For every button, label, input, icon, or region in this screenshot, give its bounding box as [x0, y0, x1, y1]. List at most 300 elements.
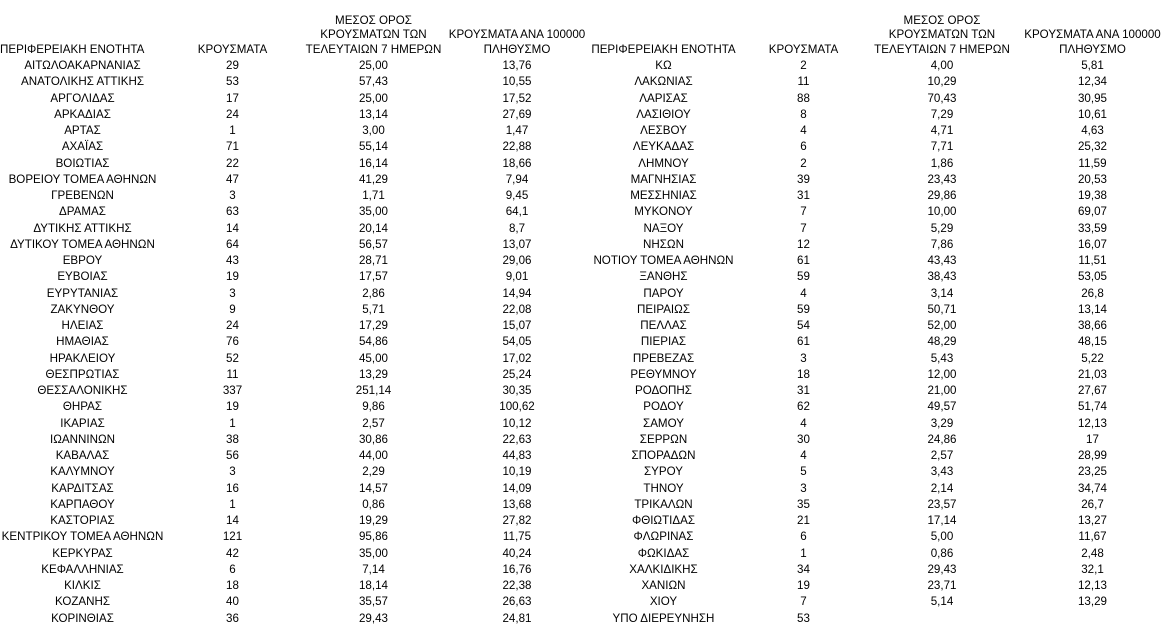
cell-right-cases: 62 [797, 400, 810, 414]
cell-right-per100k: 13,14 [1077, 302, 1107, 316]
cell-right-avg7: 2,14 [930, 481, 954, 495]
cell-left-region: ΖΑΚΥΝΘΟΥ [50, 302, 115, 316]
cell-left-cases: 3 [229, 465, 236, 479]
header-per100k-line1: ΚΡΟΥΣΜΑΤΑ ΑΝΑ 100000 [1024, 28, 1161, 41]
cell-left-per100k: 22,88 [502, 140, 532, 154]
header-avg-line3: ΤΕΛΕΥΤΑΙΩΝ 7 ΗΜΕΡΩΝ [305, 42, 442, 56]
cell-right-per100k: 5,22 [1081, 351, 1104, 365]
cell-right-cases: 6 [800, 140, 807, 154]
cell-right-per100k: 51,74 [1077, 400, 1107, 414]
cell-left-avg7: 44,00 [358, 449, 388, 462]
cell-right-region: ΦΘΙΩΤΙΔΑΣ [631, 514, 696, 527]
cell-right-per100k: 11,59 [1078, 156, 1107, 170]
cell-left-avg7: 3,00 [362, 124, 385, 137]
header-per100k-left [447, 0, 587, 58]
cell-left-avg7: 2,86 [362, 286, 385, 300]
cell-right-avg7: 2,57 [930, 449, 954, 462]
cell-right-region: ΛΕΥΚΑΔΑΣ [632, 140, 695, 154]
cell-left-cases: 22 [226, 156, 239, 170]
cell-right-avg7: 23,43 [927, 172, 957, 186]
cell-right-region: ΡΟΔΟΠΗΣ [635, 384, 692, 397]
cell-left-region: ΕΥΡΥΤΑΝΙΑΣ [46, 286, 119, 300]
cell-left-per100k: 11,75 [502, 530, 532, 544]
header-avg-line3: ΤΕΛΕΥΤΑΙΩΝ 7 ΗΜΕΡΩΝ [874, 42, 1010, 56]
header-region-right: ΠΕΡΙΦΕΡΕΙΑΚΗ ΕΝΟΤΗΤΑ [591, 42, 736, 56]
cell-left-cases: 40 [226, 595, 239, 609]
table-row [0, 367, 1168, 383]
cell-right-avg7: 3,43 [930, 465, 954, 479]
cell-left-avg7: 54,86 [358, 335, 388, 349]
cell-left-cases: 24 [226, 319, 239, 332]
table-row [0, 139, 1168, 155]
cell-left-cases: 11 [226, 367, 239, 381]
cell-right-region: ΝΟΤΙΟΥ ΤΟΜΕΑ ΑΘΗΝΩΝ [593, 254, 734, 267]
cell-left-region: ΚΟΡΙΝΘΙΑΣ [51, 611, 114, 625]
cell-left-cases: 47 [226, 172, 239, 186]
cell-right-avg7: 7,29 [930, 107, 954, 121]
cell-left-region: ΑΡΤΑΣ [64, 124, 101, 137]
cell-right-per100k: 16,07 [1077, 237, 1107, 251]
cell-right-per100k: 30,95 [1077, 91, 1107, 105]
cell-left-per100k: 100,62 [499, 400, 535, 414]
table-row [0, 529, 1168, 545]
cell-right-per100k: 26,7 [1081, 497, 1104, 511]
cell-right-avg7: 49,57 [927, 400, 957, 414]
cell-left-cases: 17 [226, 91, 239, 105]
cell-right-avg7: 4,00 [930, 59, 954, 72]
cell-right-cases: 1 [800, 546, 807, 560]
cell-right-avg7: 5,00 [930, 530, 954, 544]
cell-right-cases: 4 [800, 449, 807, 462]
table-row [0, 204, 1168, 220]
cell-right-region: ΛΑΚΩΝΙΑΣ [634, 75, 693, 89]
cell-left-avg7: 29,43 [358, 611, 388, 625]
cell-left-avg7: 35,00 [358, 205, 388, 219]
cell-right-region: ΠΕΙΡΑΙΩΣ [637, 302, 690, 316]
cell-right-region: ΛΗΜΝΟΥ [638, 156, 689, 170]
cell-left-cases: 14 [226, 514, 239, 527]
table-row [0, 188, 1168, 204]
cell-right-avg7: 5,14 [930, 595, 954, 609]
cell-right-region: ΝΑΞΟΥ [643, 221, 684, 235]
cell-left-per100k: 1,47 [505, 124, 529, 137]
table-row [0, 156, 1168, 172]
cell-right-per100k: 10,61 [1077, 107, 1107, 121]
cell-right-region: ΛΑΣΙΘΙΟΥ [636, 107, 691, 121]
cell-left-cases: 1 [229, 124, 236, 137]
header-per100k-line2: ΠΛΗΘΥΣΜΟ [1059, 42, 1126, 56]
cell-right-per100k: 23,25 [1077, 465, 1107, 479]
cell-right-cases: 4 [800, 124, 807, 137]
cell-left-region: ΑΧΑΪΑΣ [61, 140, 104, 154]
cell-right-region: ΠΑΡΟΥ [643, 286, 684, 300]
cell-left-per100k: 10,55 [502, 75, 532, 89]
cell-left-per100k: 18,66 [502, 156, 532, 170]
cell-left-avg7: 14,57 [358, 481, 388, 495]
header-per100k-line1: ΚΡΟΥΣΜΑΤΑ ΑΝΑ 100000 [448, 28, 586, 41]
cell-left-region: ΗΡΑΚΛΕΙΟΥ [49, 351, 116, 365]
cell-left-avg7: 57,43 [358, 75, 388, 89]
cell-left-per100k: 13,76 [502, 59, 532, 72]
cell-left-avg7: 13,29 [358, 367, 388, 381]
cell-right-cases: 19 [797, 579, 810, 592]
cell-left-region: ΚΙΛΚΙΣ [64, 579, 101, 592]
cell-left-avg7: 251,14 [355, 384, 392, 397]
cell-left-region: ΚΑΡΠΑΘΟΥ [50, 497, 115, 511]
cell-right-per100k: 53,05 [1077, 270, 1107, 284]
cell-right-avg7: 38,43 [927, 270, 957, 284]
cell-right-cases: 7 [800, 595, 807, 609]
cell-left-region: ΑΝΑΤΟΛΙΚΗΣ ΑΤΤΙΚΗΣ [20, 75, 144, 89]
cell-right-region: ΜΕΣΣΗΝΙΑΣ [630, 189, 697, 202]
cell-left-avg7: 35,57 [358, 595, 388, 609]
cell-right-per100k: 19,38 [1077, 189, 1107, 202]
cell-right-avg7: 29,86 [927, 189, 957, 202]
cell-right-per100k: 32,1 [1081, 562, 1104, 576]
cell-right-region: ΛΕΣΒΟΥ [640, 124, 687, 137]
cell-left-cases: 9 [229, 302, 236, 316]
table-row [0, 318, 1168, 334]
header-per100k-right [1017, 0, 1168, 58]
cell-right-per100k: 12,13 [1077, 416, 1107, 430]
cell-right-region: ΠΙΕΡΙΑΣ [640, 335, 687, 349]
cell-left-region: ΙΩΑΝΝΙΝΩΝ [50, 432, 115, 446]
cell-right-region: ΝΗΣΩΝ [643, 237, 684, 251]
cell-left-avg7: 2,29 [362, 465, 385, 479]
cell-right-cases: 12 [797, 237, 810, 251]
cell-left-per100k: 9,45 [505, 189, 529, 202]
table-row [0, 58, 1168, 74]
cell-left-avg7: 9,86 [362, 400, 385, 414]
header-cases-right: ΚΡΟΥΣΜΑΤΑ [768, 42, 839, 56]
cell-right-avg7: 4,71 [930, 124, 954, 137]
cell-right-cases: 88 [797, 91, 810, 105]
cell-right-per100k: 20,53 [1077, 172, 1107, 186]
table-row [0, 123, 1168, 139]
cell-right-avg7: 24,86 [927, 432, 957, 446]
cell-left-avg7: 19,29 [358, 514, 388, 527]
header-cases-left: ΚΡΟΥΣΜΑΤΑ [197, 42, 268, 56]
cell-right-avg7: 10,00 [927, 205, 957, 219]
cell-right-per100k: 13,29 [1077, 595, 1107, 609]
cell-left-cases: 63 [226, 205, 239, 219]
cell-right-per100k: 13,27 [1077, 514, 1107, 527]
cell-left-avg7: 25,00 [358, 91, 388, 105]
header-avg-line2: ΚΡΟΥΣΜΑΤΩΝ ΤΩΝ [320, 28, 427, 41]
cell-left-per100k: 10,12 [502, 416, 532, 430]
table-row [0, 237, 1168, 253]
cell-left-cases: 19 [226, 400, 239, 414]
table-row [0, 221, 1168, 237]
cell-right-avg7: 21,00 [927, 384, 957, 397]
cell-right-region: ΦΩΚΙΔΑΣ [637, 546, 690, 560]
cell-right-per100k: 28,99 [1077, 449, 1107, 462]
cell-right-per100k: 26,8 [1081, 286, 1104, 300]
cell-left-per100k: 26,63 [502, 595, 532, 609]
cell-right-avg7: 12,00 [927, 367, 957, 381]
table-row [0, 464, 1168, 480]
cell-left-avg7: 13,14 [358, 107, 388, 121]
cell-right-region: ΣΥΡΟΥ [643, 465, 683, 479]
cell-right-per100k: 38,66 [1077, 319, 1107, 332]
table-row [0, 286, 1168, 302]
cell-right-avg7: 52,00 [927, 319, 957, 332]
cell-right-avg7: 7,86 [930, 237, 954, 251]
cell-left-per100k: 44,83 [502, 449, 532, 462]
cell-right-avg7: 3,14 [930, 286, 954, 300]
cell-right-cases: 54 [797, 319, 810, 332]
cell-right-avg7: 43,43 [927, 254, 957, 267]
cell-left-per100k: 54,05 [502, 335, 532, 349]
cell-left-avg7: 55,14 [358, 140, 388, 154]
cell-right-per100k: 34,74 [1077, 481, 1107, 495]
cell-right-cases: 35 [797, 497, 810, 511]
cell-left-region: ΓΡΕΒΕΝΩΝ [51, 189, 114, 202]
header-per100k-line2: ΠΛΗΘΥΣΜΟ [483, 42, 551, 56]
cell-right-per100k: 21,03 [1077, 367, 1107, 381]
cell-right-avg7: 5,43 [930, 351, 954, 365]
table-row [0, 107, 1168, 123]
cell-left-per100k: 17,02 [502, 351, 532, 365]
cell-right-avg7: 48,29 [927, 335, 957, 349]
header-avg-line2: ΚΡΟΥΣΜΑΤΩΝ ΤΩΝ [888, 28, 996, 41]
cell-left-cases: 29 [226, 59, 239, 72]
cell-left-per100k: 9,01 [505, 270, 529, 284]
cell-left-cases: 64 [226, 237, 239, 251]
cell-left-avg7: 17,57 [358, 270, 388, 284]
table-row [0, 383, 1168, 399]
cell-right-region: ΣΑΜΟΥ [643, 416, 684, 430]
cell-right-region: ΞΑΝΘΗΣ [639, 270, 688, 284]
table-row [0, 91, 1168, 107]
cell-right-region: ΜΥΚΟΝΟΥ [634, 205, 693, 219]
cell-right-cases: 3 [800, 481, 807, 495]
cell-left-avg7: 41,29 [358, 172, 388, 186]
cell-left-region: ΑΙΤΩΛΟΑΚΑΡΝΑΝΙΑΣ [24, 59, 141, 72]
cell-right-per100k: 12,13 [1077, 579, 1107, 592]
table-row [0, 416, 1168, 432]
cell-left-avg7: 28,71 [358, 254, 388, 267]
cell-right-per100k: 48,15 [1077, 335, 1107, 349]
table-row [0, 399, 1168, 415]
cell-left-region: ΑΡΓΟΛΙΔΑΣ [50, 91, 115, 105]
cell-left-avg7: 45,00 [358, 351, 388, 365]
cell-right-per100k: 27,67 [1077, 384, 1107, 397]
cell-left-cases: 52 [226, 351, 239, 365]
cell-left-region: ΔΥΤΙΚΟΥ ΤΟΜΕΑ ΑΘΗΝΩΝ [10, 237, 155, 251]
cell-left-region: ΒΟΙΩΤΙΑΣ [55, 156, 110, 170]
cell-left-avg7: 20,14 [358, 221, 388, 235]
cell-left-cases: 1 [229, 416, 236, 430]
cell-right-cases: 7 [800, 205, 807, 219]
cell-left-per100k: 22,38 [502, 579, 532, 592]
cell-left-region: ΑΡΚΑΔΙΑΣ [54, 107, 111, 121]
cell-right-per100k: 2,48 [1081, 546, 1104, 560]
cell-left-region: ΚΑΡΔΙΤΣΑΣ [51, 481, 114, 495]
cell-right-cases: 7 [800, 221, 807, 235]
cell-left-per100k: 13,07 [502, 237, 532, 251]
cell-left-per100k: 27,82 [502, 514, 532, 527]
table-row [0, 497, 1168, 513]
cell-right-region: ΠΡΕΒΕΖΑΣ [632, 351, 695, 365]
cell-left-region: ΒΟΡΕΙΟΥ ΤΟΜΕΑ ΑΘΗΝΩΝ [8, 172, 157, 186]
table-row [0, 578, 1168, 594]
cell-left-cases: 19 [226, 270, 239, 284]
cell-left-avg7: 16,14 [358, 156, 388, 170]
cell-left-cases: 121 [222, 530, 243, 544]
cell-left-per100k: 22,63 [502, 432, 532, 446]
cell-left-per100k: 17,52 [502, 91, 532, 105]
cell-left-region: ΔΥΤΙΚΗΣ ΑΤΤΙΚΗΣ [33, 221, 132, 235]
cell-right-cases: 18 [797, 367, 810, 381]
cell-right-avg7: 3,29 [930, 416, 954, 430]
cell-right-cases: 4 [800, 286, 807, 300]
cell-right-region: ΡΕΘΥΜΝΟΥ [630, 367, 697, 381]
cell-right-region: ΤΗΝΟΥ [643, 481, 684, 495]
cell-left-region: ΚΑΛΥΜΝΟΥ [50, 465, 115, 479]
cell-left-avg7: 35,00 [358, 546, 388, 560]
cell-left-per100k: 10,19 [502, 465, 532, 479]
cell-left-cases: 43 [226, 254, 239, 267]
table-row [0, 74, 1168, 90]
cell-right-cases: 8 [800, 107, 807, 121]
table-body [0, 58, 1168, 627]
cell-right-per100k: 11,51 [1078, 254, 1107, 267]
cell-left-region: ΗΜΑΘΙΑΣ [56, 335, 109, 349]
cell-left-region: ΕΥΒΟΙΑΣ [57, 270, 108, 284]
cell-left-per100k: 22,08 [502, 302, 532, 316]
cell-right-cases: 61 [797, 335, 810, 349]
cell-left-cases: 3 [229, 286, 236, 300]
cell-left-avg7: 30,86 [358, 432, 388, 446]
cell-left-per100k: 64,1 [505, 205, 529, 219]
cell-left-avg7: 2,57 [362, 416, 385, 430]
cell-right-per100k: 69,07 [1077, 205, 1107, 219]
header-avg-line1: ΜΕΣΟΣ ΟΡΟΣ [335, 13, 412, 27]
table-row [0, 351, 1168, 367]
cell-left-cases: 53 [226, 75, 239, 89]
cell-right-cases: 2 [800, 156, 807, 170]
cell-left-cases: 36 [226, 611, 239, 625]
cell-left-per100k: 40,24 [502, 546, 532, 560]
cell-left-cases: 38 [226, 432, 239, 446]
cell-right-region: ΛΑΡΙΣΑΣ [639, 91, 688, 105]
table-row [0, 562, 1168, 578]
cell-left-per100k: 24,81 [502, 611, 532, 625]
cell-right-region: ΤΡΙΚΑΛΩΝ [634, 497, 693, 511]
cell-left-avg7: 95,86 [358, 530, 388, 544]
cell-right-per100k: 11,67 [1078, 530, 1107, 544]
table-row [0, 481, 1168, 497]
cell-right-cases: 6 [800, 530, 807, 544]
cell-right-region: ΠΕΛΛΑΣ [640, 319, 687, 332]
cell-left-region: ΕΒΡΟΥ [62, 254, 103, 267]
cell-left-region: ΚΟΖΑΝΗΣ [54, 595, 111, 609]
cell-left-region: ΘΕΣΠΡΩΤΙΑΣ [45, 367, 120, 381]
cell-left-avg7: 7,14 [362, 562, 385, 576]
cell-right-cases: 21 [797, 514, 810, 527]
cell-right-avg7: 50,71 [927, 302, 957, 316]
cell-right-region: ΡΟΔΟΥ [643, 400, 684, 414]
table-row [0, 448, 1168, 464]
cell-right-region: ΜΑΓΝΗΣΙΑΣ [630, 172, 697, 186]
cell-right-per100k: 33,59 [1077, 221, 1107, 235]
cell-right-cases: 39 [797, 172, 810, 186]
cell-right-per100k: 4,63 [1081, 124, 1104, 137]
table-row [0, 546, 1168, 562]
cell-right-per100k: 12,34 [1077, 75, 1107, 89]
cell-left-cases: 76 [226, 335, 239, 349]
cell-right-region: ΧΙΟΥ [649, 595, 678, 609]
cell-right-avg7: 23,71 [927, 579, 957, 592]
table-row [0, 513, 1168, 529]
cell-right-per100k: 5,81 [1081, 59, 1104, 72]
cell-right-cases: 59 [797, 302, 810, 316]
cell-right-cases: 2 [800, 59, 807, 72]
cell-left-avg7: 1,71 [362, 189, 385, 202]
table-row [0, 269, 1168, 285]
cell-right-avg7: 23,57 [927, 497, 957, 511]
cell-left-per100k: 29,06 [502, 254, 532, 267]
cell-left-cases: 18 [226, 579, 239, 592]
cell-left-region: ΘΗΡΑΣ [62, 400, 103, 414]
cell-left-per100k: 15,07 [502, 319, 532, 332]
table-row [0, 172, 1168, 188]
cell-left-cases: 56 [226, 449, 239, 462]
header-avg-line1: ΜΕΣΟΣ ΟΡΟΣ [903, 13, 981, 27]
table-row [0, 253, 1168, 269]
cell-left-per100k: 13,68 [502, 497, 532, 511]
cell-right-avg7: 10,29 [927, 75, 957, 89]
cell-right-region: ΥΠΟ ΔΙΕΡΕΥΝΗΣΗ [612, 611, 715, 625]
cell-right-region: ΦΛΩΡΙΝΑΣ [633, 530, 694, 544]
cell-right-region: ΧΑΛΚΙΔΙΚΗΣ [629, 562, 698, 576]
cell-right-avg7: 7,71 [930, 140, 954, 154]
table-row [0, 334, 1168, 350]
cell-right-cases: 11 [797, 75, 810, 89]
cell-left-avg7: 56,57 [358, 237, 388, 251]
cell-left-per100k: 7,94 [505, 172, 529, 186]
cell-right-region: ΣΕΡΡΩΝ [639, 432, 688, 446]
cell-left-avg7: 5,71 [362, 302, 385, 316]
cell-left-per100k: 30,35 [502, 384, 532, 397]
cell-right-cases: 30 [797, 432, 810, 446]
cell-right-per100k: 17 [1086, 432, 1099, 446]
cell-left-per100k: 25,24 [502, 367, 532, 381]
cell-left-avg7: 0,86 [362, 497, 385, 511]
cell-left-cases: 71 [226, 140, 239, 154]
table-row [0, 302, 1168, 318]
cell-left-region: ΔΡΑΜΑΣ [59, 205, 106, 219]
cell-left-region: ΗΛΕΙΑΣ [61, 319, 104, 332]
table-row [0, 432, 1168, 448]
cell-left-region: ΚΑΒΑΛΑΣ [55, 449, 110, 462]
cell-left-region: ΚΕΡΚΥΡΑΣ [52, 546, 113, 560]
cell-right-avg7: 0,86 [930, 546, 954, 560]
header-row [0, 0, 1168, 58]
cell-right-cases: 53 [797, 611, 810, 625]
cell-left-per100k: 8,7 [508, 221, 526, 235]
header-avg-left [300, 0, 447, 58]
cell-right-cases: 59 [797, 270, 810, 284]
cell-left-cases: 16 [226, 481, 239, 495]
cell-right-region: ΧΑΝΙΩΝ [641, 579, 686, 592]
header-avg-right [867, 0, 1017, 58]
cell-left-cases: 6 [229, 562, 236, 576]
cell-right-cases: 4 [800, 416, 807, 430]
cell-right-cases: 31 [797, 384, 810, 397]
cell-right-cases: 34 [797, 562, 810, 576]
